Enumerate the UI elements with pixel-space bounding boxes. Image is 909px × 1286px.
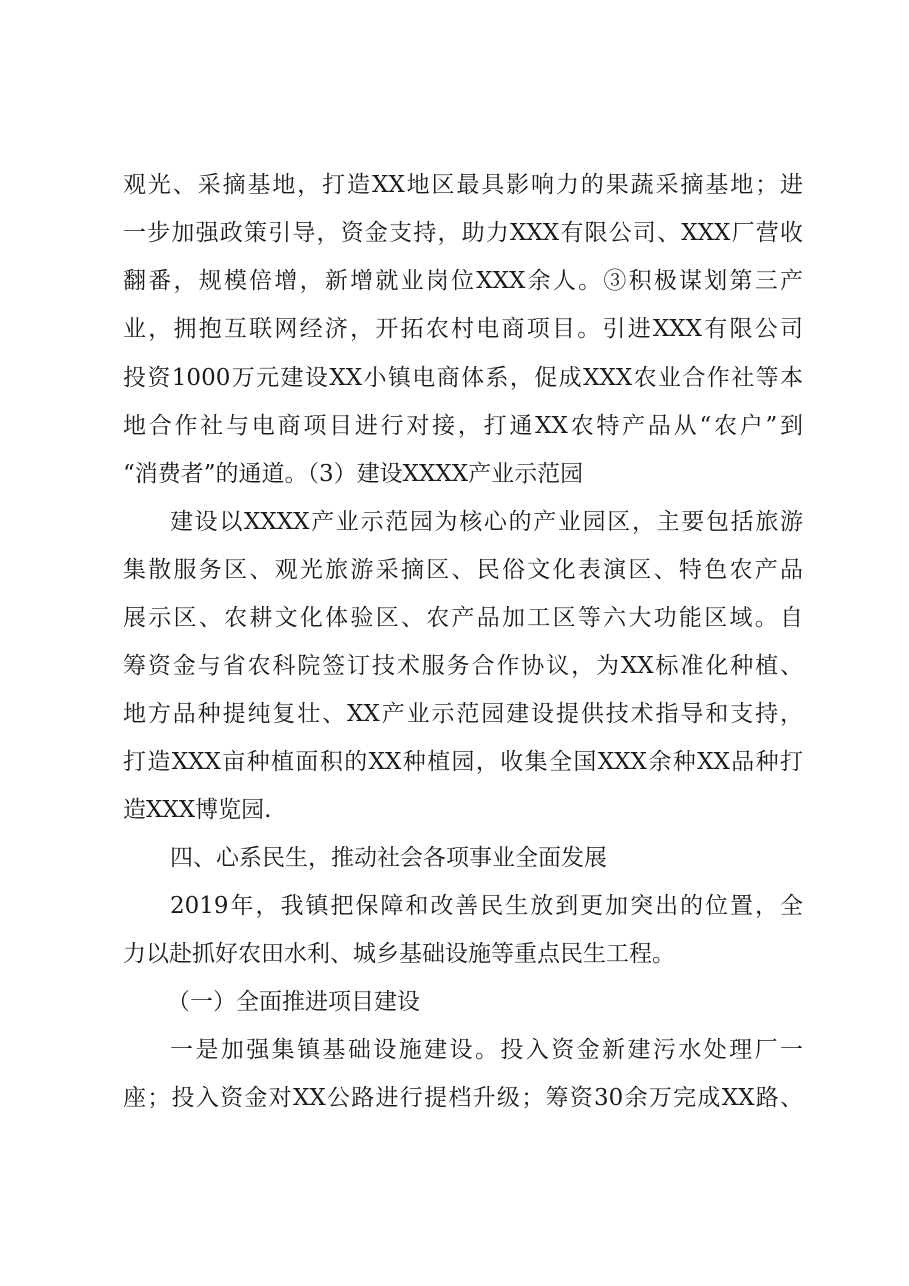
paragraph-line: 一步加强政策引导，资金支持，助力XXX有限公司、XXX厂营收 (123, 220, 803, 246)
paragraph-line: 建设以XXXX产业示范园为核心的产业园区，主要包括旅游 (170, 509, 803, 535)
paragraph-line: 一是加强集镇基础设施建设。投入资金新建污水处理厂一 (170, 1037, 803, 1063)
paragraph-line: 投资1000万元建设XX小镇电商体系，促成XXX农业合作社等本 (123, 365, 803, 391)
paragraph-line: 打造XXX亩种植面积的XX种植园，收集全国XXX余种XX品种打 (123, 749, 803, 775)
subsection-heading: （一）全面推进项目建设 (167, 989, 420, 1015)
paragraph-line: 翻番，规模倍增，新增就业岗位XXX余人。③积极谋划第三产 (123, 268, 803, 294)
paragraph-line: 业，拥抱互联网经济，开拓农村电商项目。引进XXX有限公司 (123, 316, 803, 342)
paragraph-line: 观光、采摘基地，打造XX地区最具影响力的果蔬采摘基地；进 (123, 172, 803, 198)
paragraph-line: 展示区、农耕文化体验区、农产品加工区等六大功能区域。自 (123, 605, 803, 631)
paragraph-line: 力以赴抓好农田水利、城乡基础设施等重点民生工程。 (123, 941, 675, 967)
paragraph-line: “消费者”的通道。（3）建设XXXX产业示范园 (123, 461, 584, 487)
paragraph-line: 地方品种提纯复壮、XX产业示范园建设提供技术指导和支持， (123, 701, 803, 727)
paragraph-line: 地合作社与电商项目进行对接，打通XX农特产品从“农户”到 (123, 413, 803, 439)
paragraph-line: 2019年，我镇把保障和改善民生放到更加突出的位置，全 (170, 893, 803, 919)
section-heading: 四、心系民生，推动社会各项事业全面发展 (170, 845, 607, 871)
paragraph-line: 筹资金与省农科院签订技术服务合作协议，为XX标准化种植、 (123, 653, 803, 679)
paragraph-line: 集散服务区、观光旅游采摘区、民俗文化表演区、特色农产品 (123, 557, 803, 583)
paragraph-line: 造XXX博览园. (123, 797, 272, 823)
paragraph-line: 座；投入资金对XX公路进行提档升级；筹资30余万完成XX路、 (123, 1085, 803, 1111)
